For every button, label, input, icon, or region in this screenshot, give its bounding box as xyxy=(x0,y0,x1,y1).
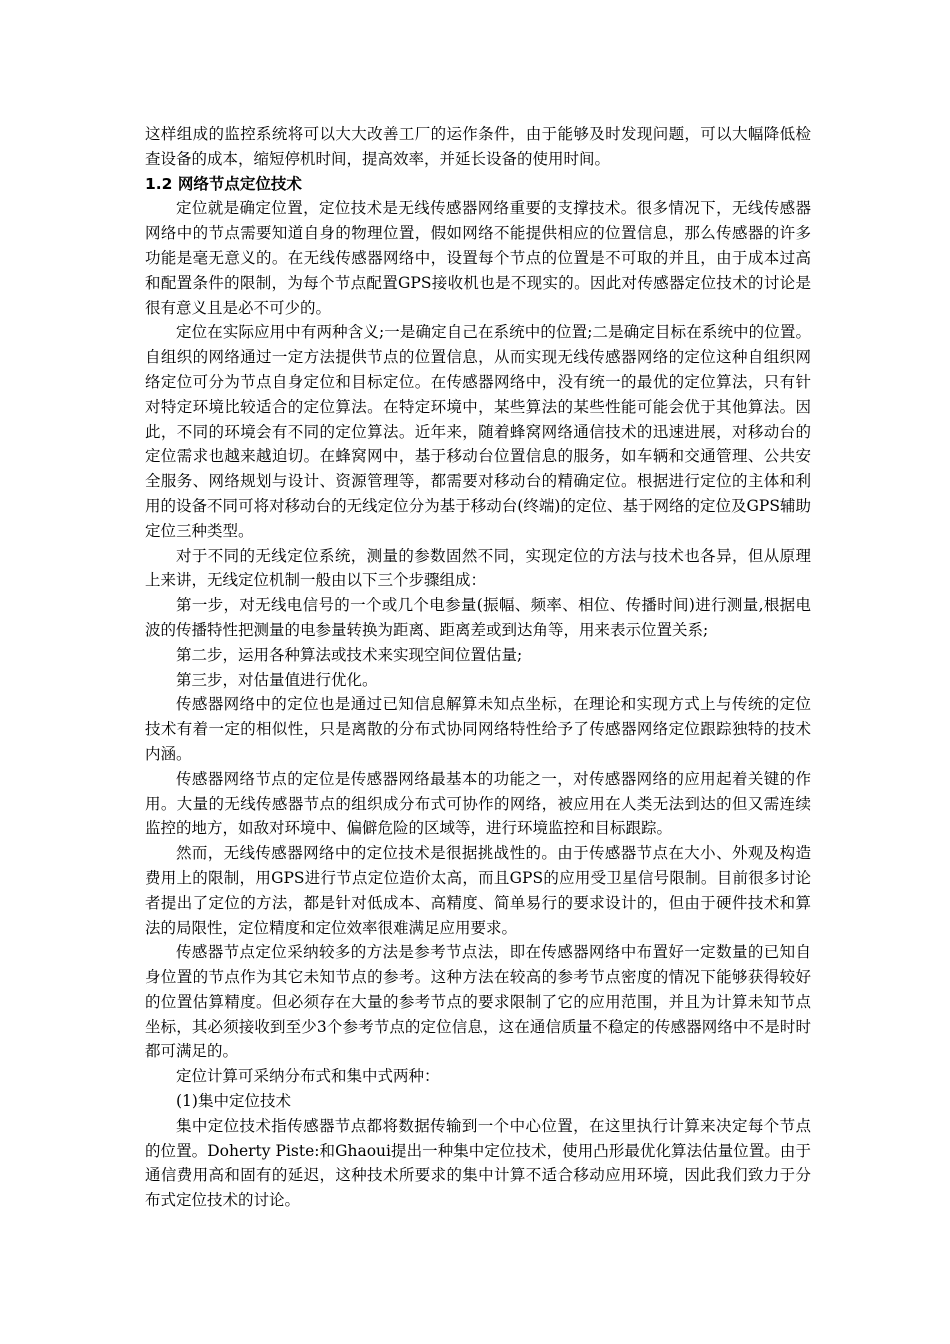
paragraph: 集中定位技术指传感器节点都将数据传输到一个中心位置，在这里执行计算来决定每个节点的位置。Doherty Piste:和Ghaoui提出一种集中定位技术，使用凸形最优化算法估量位置。由于通信费用高和固有的延迟，这种技术所要求的集中计算不适合移动应用环境，因此我们致力于分布式定位技术的讨论。 xyxy=(145,1116,811,1210)
paragraph: 第二步，运用各种算法或技术来实现空间位置估量; xyxy=(176,645,523,664)
paragraph: 传感器网络中的定位也是通过已知信息解算未知点坐标，在理论和实现方式上与传统的定位技术有着一定的相似性，只是离散的分布式协同网络特性给予了传感器网络定位跟踪独特的技术内涵。 xyxy=(145,695,811,763)
paragraph: 定位计算可采纳分布式和集中式两种： xyxy=(176,1067,440,1086)
paragraph: 传感器节点定位采纳较多的方法是参考节点法，即在传感器网络中布置好一定数量的已知自身位置的节点作为其它未知节点的参考。这种方法在较高的参考节点密度的情况下能够获得较好的位置估算精度。但必须存在大量的参考节点的要求限制了它的应用范围，并且为计算未知节点坐标，其必须接收到至少3个参考节点的定位信息，这在通信质量不稳定的传感器网络中不是时时都可满足的。 xyxy=(145,943,811,1061)
paragraph: 第三步，对估量值进行优化。 xyxy=(176,670,378,689)
section-heading: 1.2 网络节点定位技术 xyxy=(145,174,302,193)
paragraph: (1)集中定位技术 xyxy=(176,1092,291,1111)
document-body xyxy=(145,122,811,1213)
paragraph: 这样组成的监控系统将可以大大改善工厂的运作条件，由于能够及时发现问题，可以大幅降低检查设备的成本，缩短停机时间，提高效率，并延长设备的使用时间。 xyxy=(145,125,811,168)
paragraph: 定位在实际应用中有两种含义;一是确定自己在系统中的位置;二是确定目标在系统中的位置。自组织的网络通过一定方法提供节点的位置信息，从而实现无线传感器网络的定位这种自组织网络定位可分为节点自身定位和目标定位。在传感器网络中，没有统一的最优的定位算法，只有针对特定环境比较适合的定位算法。在特定环境中，某些算法的某些性能可能会优于其他算法。因此，不同的环境会有不同的定位算法。近年来，随着蜂窝网络通信技术的迅速进展，对移动台的定位需求也越来越迫切。在蜂窝网中，基于移动台位置信息的服务，如车辆和交通管理、公共安全服务、网络规划与设计、资源管理等，都需要对移动台的精确定位。根据进行定位的主体和利用的设备不同可将对移动台的无线定位分为基于移动台(终端)的定位、基于网络的定位及GPS辅助定位三种类型。 xyxy=(145,323,811,540)
paragraph: 第一步，对无线电信号的一个或几个电参量(振幅、频率、相位、传播时间)进行测量,根据电波的传播特性把测量的电参量转换为距离、距离差或到达角等，用来表示位置关系; xyxy=(145,596,811,639)
paragraph: 对于不同的无线定位系统，测量的参数固然不同，实现定位的方法与技术也各异，但从原理上来讲，无线定位机制一般由以下三个步骤组成： xyxy=(145,546,811,590)
paragraph: 然而，无线传感器网络中的定位技术是很据挑战性的。由于传感器节点在大小、外观及构造费用上的限制，用GPS进行节点定位造价太高，而且GPS的应用受卫星信号限制。目前很多讨论者提出了定位的方法，都是针对低成本、高精度、简单易行的要求设计的，但由于硬件技术和算法的局限性，定位精度和定位效率很难满足应用要求。 xyxy=(145,844,811,937)
paragraph: 传感器网络节点的定位是传感器网络最基本的功能之一，对传感器网络的应用起着关键的作用。大量的无线传感器节点的组织成分布式可协作的网络，被应用在人类无法到达的但又需连续监控的地方，如敌对环境中、偏僻危险的区域等，进行环境监控和目标跟踪。 xyxy=(145,769,811,838)
paragraph: 定位就是确定位置，定位技术是无线传感器网络重要的支撑技术。很多情况下，无线传感器网络中的节点需要知道自身的物理位置，假如网络不能提供相应的位置信息，那么传感器的许多功能是毫无意义的。在无线传感器网络中，设置每个节点的位置是不可取的并且，由于成本过高和配置条件的限制，为每个节点配置GPS接收机也是不现实的。因此对传感器定位技术的讨论是很有意义且是必不可少的。 xyxy=(145,199,811,317)
